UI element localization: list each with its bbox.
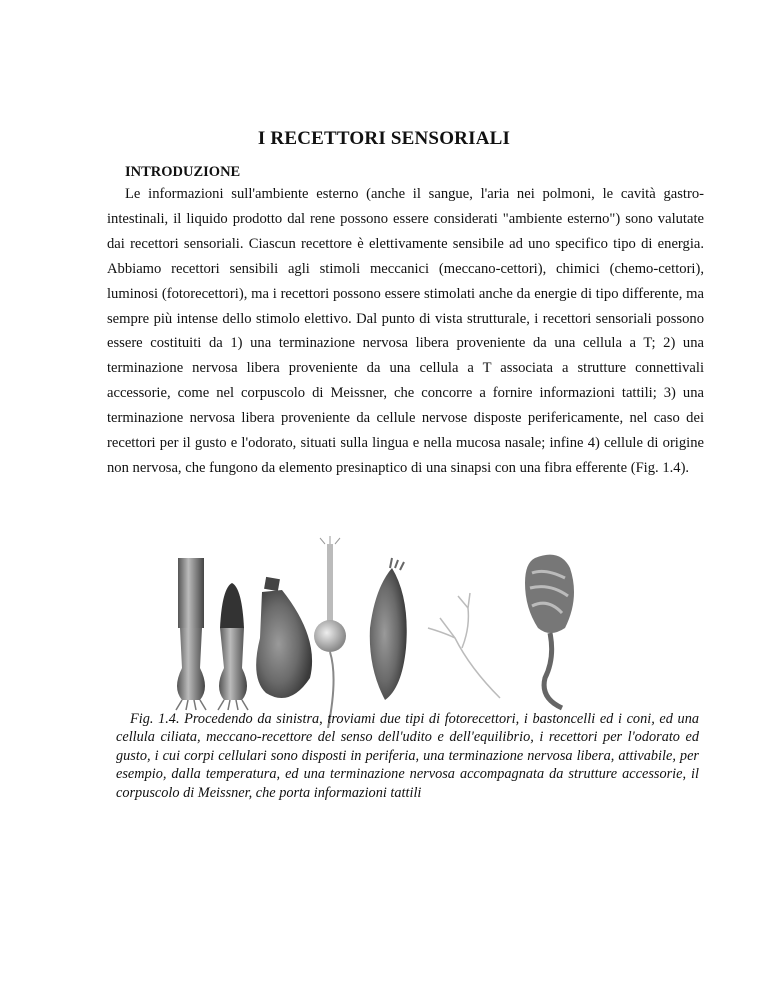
section-heading: INTRODUZIONE [125,164,241,180]
body-paragraph: Le informazioni sull'ambiente esterno (anche il sangue, l'aria nei polmoni, le cavità gastro-intestinali, il liquido prodotto dal rene possono essere considerati "ambiente esterno") sono valutate dai recettori sensoriali. Ciascun recettore è elettivamente sensibile ad uno specifico tipo di energia. Abbiamo recettori sensibili agli stimoli meccanici (meccano-cettori), chimici (chemo-cettori), luminosi (fotorecettori), ma i recettori possono essere stimolati anche da energie di tipo differente, ma sempre più intense dello stimolo elettivo. Dal punto di vista strutturale, i recettori sensoriali possono essere costituiti da 1) una terminazione nervosa libera proveniente da una cellula a T; 2) una terminazione nervosa libera proveniente da una cellula a T associata a strutture connettivali accessorie, come nel corpuscolo di Meissner, che concorre a fornire informazioni tattili; 3) una terminazione nervosa libera proveniente da cellule nervose disposte perifericamente, nel caso dei recettori per il gusto e l'odorato, situati sulla lingua e nella mucosa nasale; infine 4) cellule di origine non nervosa, che fungono da elemento presinaptico di una sinapsi con una fibra efferente (Fig. 1.4). [107,186,704,476]
cone-cell [218,583,248,710]
figure-caption: Fig. 1.4. Procedendo da sinistra, troviami due tipi di fotorecettori, i bastoncelli ed i coni, ed una cellula ciliata, meccano-recettore del senso dell'udito e dell'equilibrio, i recettori per l'odorato ed gusto, i cui corpi cellulari sono disposti in periferia, una terminazione nervosa libera, attivabile, per esempio, dalla temperatura, ed una terminazione nervosa accompagnata da strutture accessorie, il corpuscolo di Meissner, che porta informazioni tattili [116,711,699,801]
receptor-figure [170,528,610,728]
rod-cell [176,558,206,710]
olfactory-cell [314,536,346,728]
body-paragraph-container [107,182,704,481]
hair-cell [256,577,312,698]
gustatory-cell [370,558,407,700]
figure-caption-container [116,710,699,802]
page-title: I RECETTORI SENSORIALI [257,128,511,149]
meissner-corpuscle [525,555,574,708]
free-nerve-ending [428,593,500,698]
